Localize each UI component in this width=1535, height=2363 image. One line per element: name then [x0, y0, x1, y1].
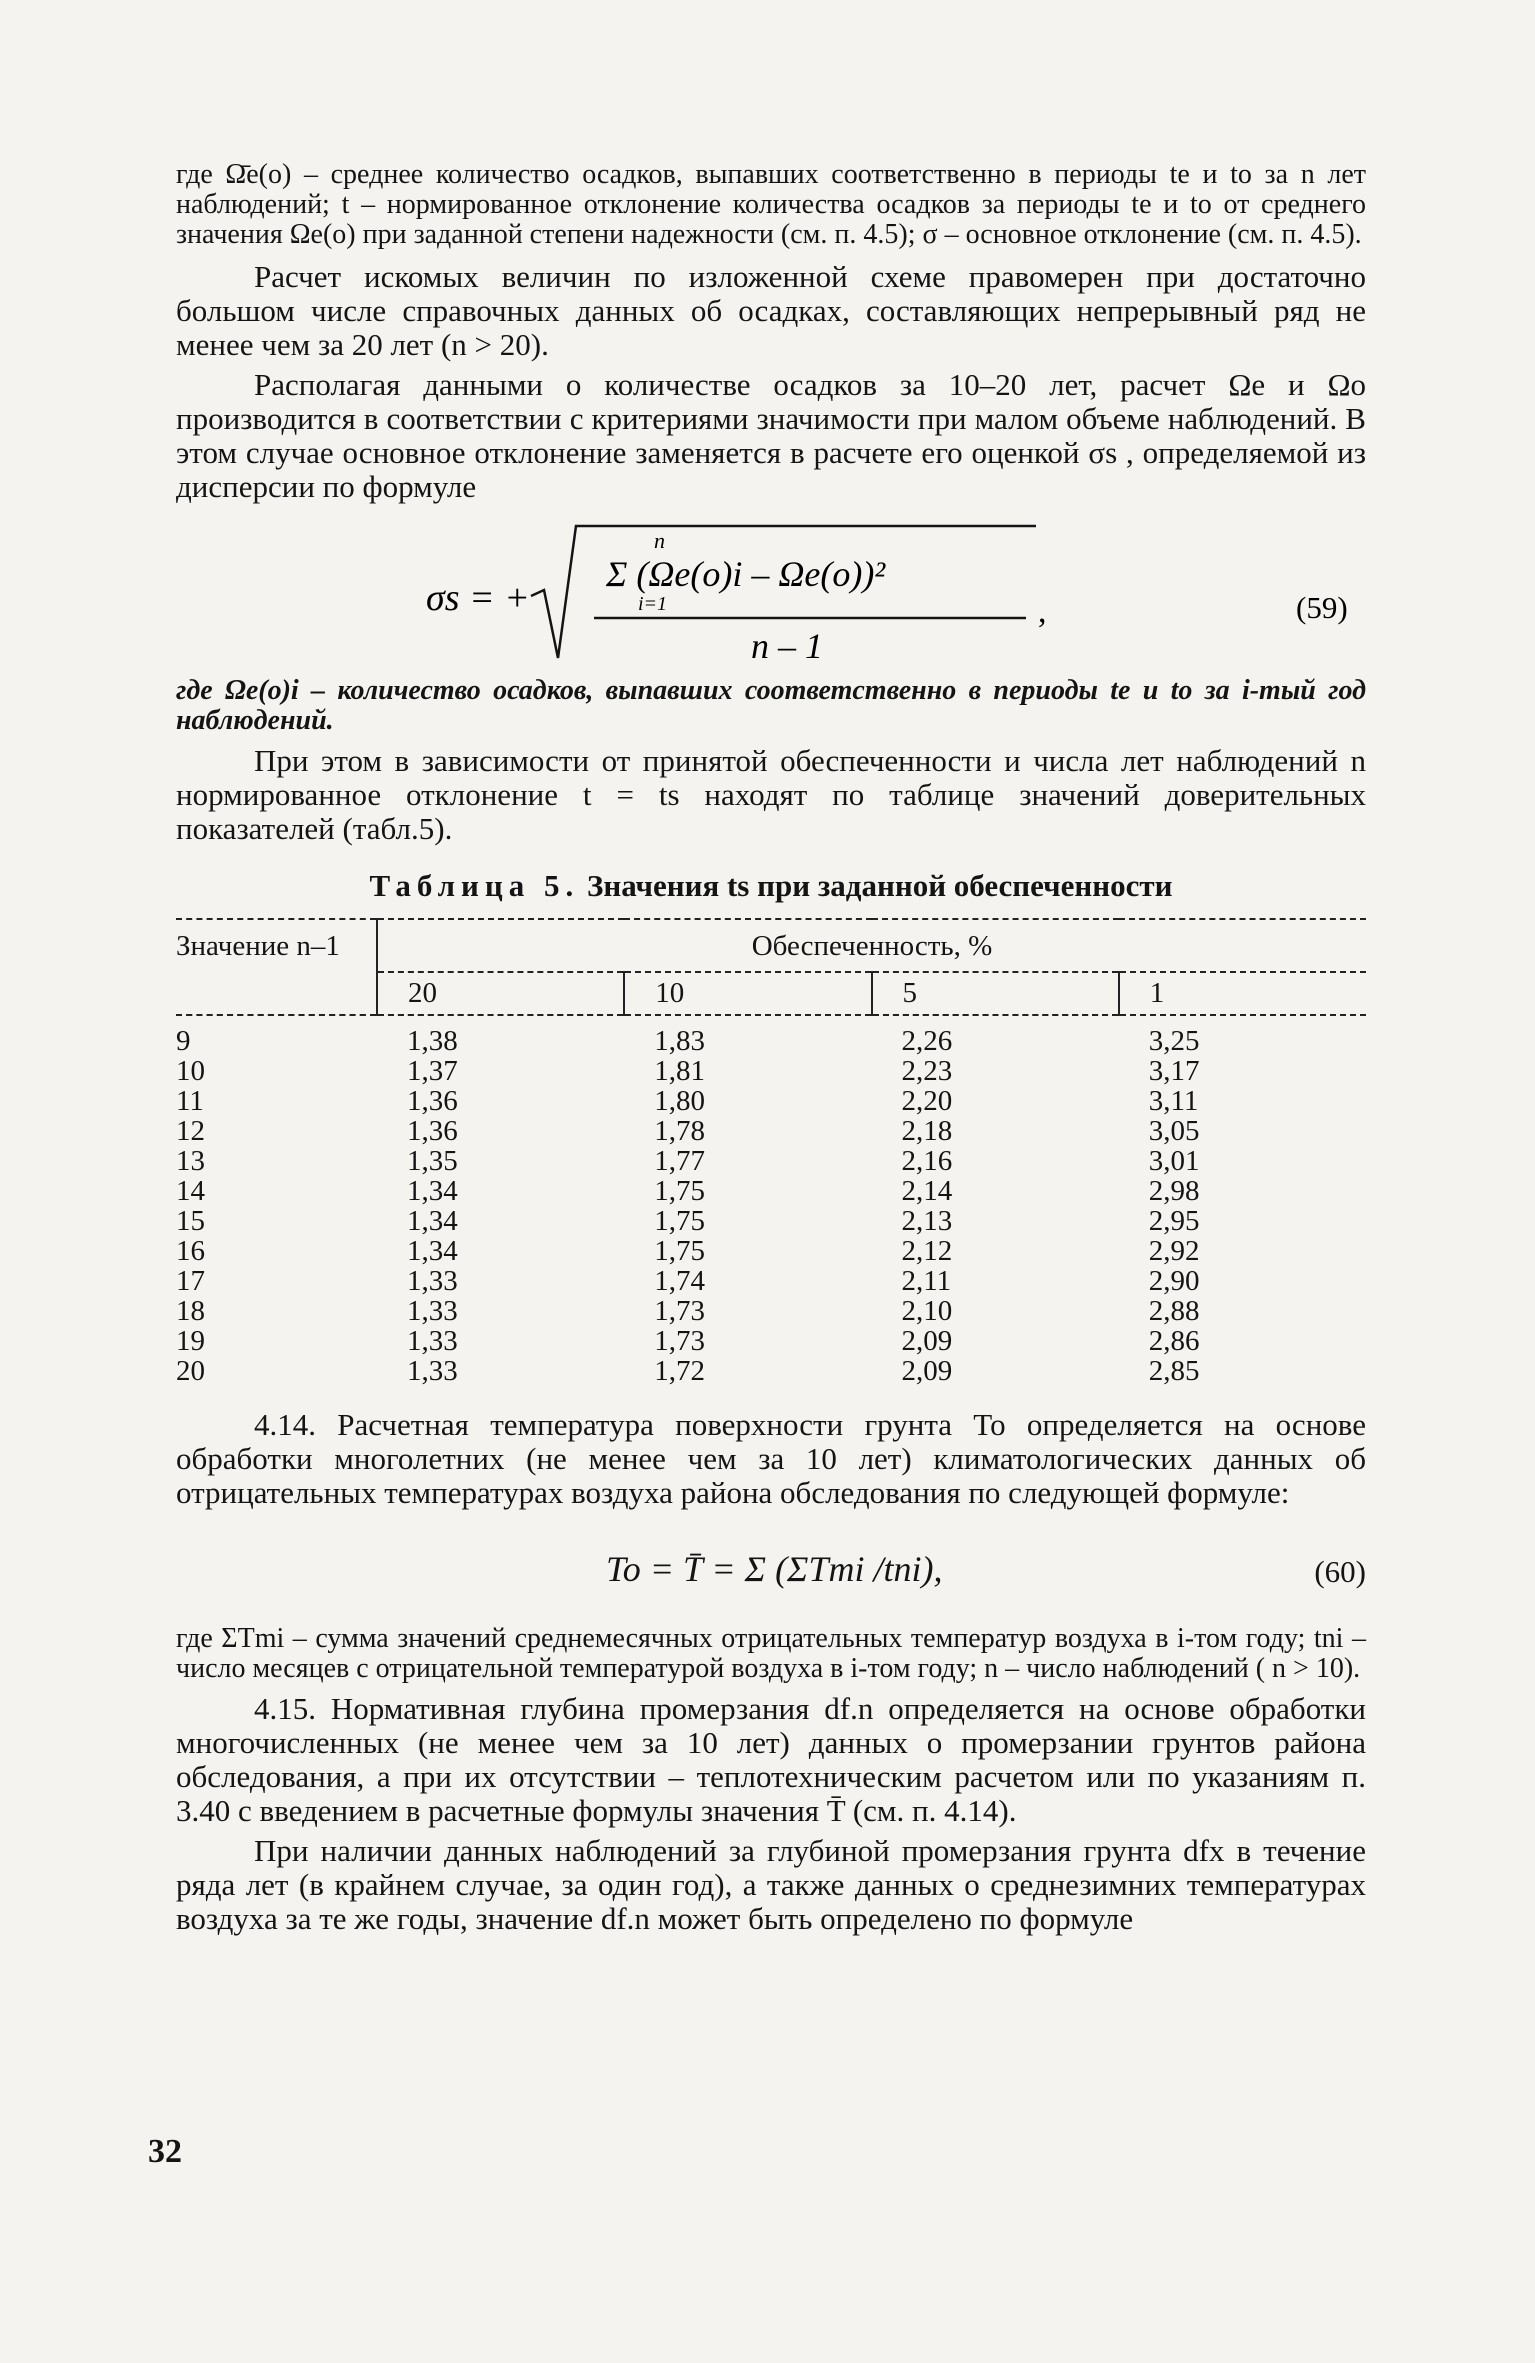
table-5: [176, 918, 1366, 1386]
table-row: [176, 1116, 1366, 1146]
table-row: [176, 1056, 1366, 1086]
row-label: 10: [176, 1055, 205, 1087]
table-caption-lead: Таблица 5.: [369, 868, 580, 903]
formula-59-numerator: Σ (Ωe(o)i – Ωe(o))²: [606, 554, 886, 594]
table-cell: 3,05: [1148, 1115, 1200, 1147]
table-row: [176, 1236, 1366, 1266]
formula-59: [176, 518, 1366, 668]
formula-60-number: (60): [1314, 1554, 1366, 1589]
table-row: [176, 1266, 1366, 1296]
paragraph-2: Располагая данными о количестве осадков за 10–20 лет, расчет Ωe и Ωo производится в соответствии с критериями значимости при малом объеме наблюдений. В этом случае основное отклонение заменяется в расчете его оценкой σs , определяемой из дисперсии по формуле: [176, 367, 1366, 504]
table-cell: 2,88: [1148, 1295, 1200, 1327]
table-cell: 2,85: [1148, 1355, 1200, 1387]
row-label: 9: [176, 1025, 191, 1057]
where-clause-3: где ΣTmi – сумма значений среднемесячных отрицательных температур воздуха в i-том году; tni – число месяцев с отрицательной температурой воздуха в i-том году; n – число наблюдений ( n > 10).: [176, 1623, 1366, 1684]
row-label: 12: [176, 1115, 205, 1147]
table-cell: 3,25: [1148, 1025, 1200, 1057]
table-row: [176, 1296, 1366, 1326]
page-body: [176, 160, 1366, 1936]
page-number: 32: [148, 2133, 182, 2170]
table-cell: 1,81: [654, 1055, 705, 1087]
table-cell: 1,72: [654, 1355, 705, 1387]
header-col-5: 5: [872, 972, 1119, 1015]
table-cell: 1,75: [654, 1205, 705, 1237]
table-cell: 1,73: [654, 1295, 705, 1327]
paragraph-3: При этом в зависимости от принятой обеспеченности и числа лет наблюдений n нормированное отклонение t = ts находят по таблице значений доверительных показателей (табл.5).: [176, 743, 1366, 846]
table-cell: 1,37: [407, 1055, 458, 1087]
table-row: [176, 1176, 1366, 1206]
table-cell: 1,78: [654, 1115, 705, 1147]
table-cell: 3,01: [1148, 1145, 1200, 1177]
table-row: [176, 1326, 1366, 1356]
formula-59-tail: ,: [1038, 593, 1047, 630]
formula-59-lhs: σs = +: [426, 577, 530, 619]
table-cell: 2,98: [1148, 1175, 1200, 1207]
table-caption-text: Значения ts при заданной обеспеченности: [587, 868, 1173, 903]
table-cell: 1,33: [407, 1295, 458, 1327]
table-cell: 1,33: [407, 1265, 458, 1297]
table-row: [176, 1356, 1366, 1386]
row-label: 14: [176, 1175, 205, 1207]
table-cell: 2,23: [901, 1055, 953, 1087]
sum-bottom: i=1: [638, 593, 668, 615]
table-cell: 1,75: [654, 1175, 705, 1207]
section-4-14: 4.14. Расчетная температура поверхности грунта To определяется на основе обработки многолетних (не менее чем за 10 лет) климатологических данных об отрицательных температурах воздуха района обследования по следующей формуле:: [176, 1407, 1366, 1510]
table-row: [176, 1146, 1366, 1176]
table-cell: 1,74: [654, 1265, 705, 1297]
section-4-15: 4.15. Нормативная глубина промерзания df.n определяется на основе обработки многочисленных (не менее чем за 10 лет) данных о промерзании грунтов района обследования, а при их отсутствии – теплотехническим расчетом или по указаниям п. 3.40 с введением в расчетные формулы значения T̄ (см. п. 4.14).: [176, 1691, 1366, 1828]
table-cell: 2,90: [1148, 1265, 1200, 1297]
formula-60-expr: To = T̄ = Σ (ΣTmi /tni),: [606, 1549, 943, 1589]
table-cell: 1,77: [654, 1145, 705, 1177]
table-cell: 2,26: [901, 1025, 953, 1057]
table-cell: 2,09: [901, 1325, 953, 1357]
table-cell: 1,73: [654, 1325, 705, 1357]
table-cell: 1,75: [654, 1235, 705, 1267]
row-label: 20: [176, 1355, 205, 1387]
table-cell: 1,33: [407, 1325, 458, 1357]
table-cell: 2,10: [901, 1295, 953, 1327]
row-label: 15: [176, 1205, 205, 1237]
table-cell: 1,38: [407, 1025, 458, 1057]
table-cell: 1,80: [654, 1085, 705, 1117]
row-label: 11: [176, 1085, 204, 1117]
table-caption: [176, 868, 1366, 904]
formula-59-graphic: [176, 518, 1366, 668]
table-cell: 1,36: [407, 1085, 458, 1117]
formula-59-denominator: n – 1: [751, 626, 823, 666]
table-cell: 1,36: [407, 1115, 458, 1147]
table-cell: 2,20: [901, 1085, 953, 1117]
sum-top: n: [654, 528, 665, 553]
table-cell: 1,83: [654, 1025, 705, 1057]
where-clause-2: где Ωe(o)i – количество осадков, выпавших соответственно в периоды te и to за i-тый год наблюдений.: [176, 675, 1366, 736]
table-cell: 2,13: [901, 1205, 953, 1237]
table-cell: 2,14: [901, 1175, 953, 1207]
header-group: Обеспеченность, %: [377, 919, 1366, 972]
table-cell: 2,18: [901, 1115, 953, 1147]
row-label: 17: [176, 1265, 205, 1297]
table-cell: 2,11: [901, 1265, 952, 1297]
table-row: [176, 1086, 1366, 1116]
formula-59-number: (59): [1296, 590, 1348, 625]
table-row: [176, 1015, 1366, 1056]
table-cell: 2,12: [901, 1235, 953, 1267]
table-cell: 2,16: [901, 1145, 953, 1177]
where-clause-1: где Ω̄e(o) – среднее количество осадков, выпавших соответственно в периоды te и to за n лет наблюдений; t – нормированное отклонение количества осадков за периоды te и to от среднего значения Ωe(o) при заданной степени надежности (см. п. 4.5); σ – основное отклонение (см. п. 4.5).: [176, 159, 1366, 250]
table-cell: 2,86: [1148, 1325, 1200, 1357]
row-label: 18: [176, 1295, 205, 1327]
table-cell: 1,33: [407, 1355, 458, 1387]
table-cell: 1,35: [407, 1145, 458, 1177]
header-n-minus-1: Значение n–1: [176, 930, 340, 962]
formula-60: [176, 1528, 1366, 1618]
table-cell: 3,17: [1148, 1055, 1200, 1087]
row-label: 13: [176, 1145, 205, 1177]
table-cell: 1,34: [407, 1235, 458, 1267]
header-col-1: 1: [1119, 972, 1366, 1015]
header-col-20: 20: [377, 972, 624, 1015]
table-row: [176, 1206, 1366, 1236]
table-cell: 3,11: [1148, 1085, 1199, 1117]
table-cell: 1,34: [407, 1205, 458, 1237]
table-cell: 1,34: [407, 1175, 458, 1207]
table-cell: 2,92: [1148, 1235, 1200, 1267]
row-label: 19: [176, 1325, 205, 1357]
table-5-body: [176, 1015, 1366, 1386]
table-cell: 2,09: [901, 1355, 953, 1387]
row-label: 16: [176, 1235, 205, 1267]
table-cell: 2,95: [1148, 1205, 1200, 1237]
header-col-10: 10: [624, 972, 871, 1015]
paragraph-1: Расчет искомых величин по изложенной схеме правомерен при достаточно большом числе справочных данных об осадках, составляющих непрерывный ряд не менее чем за 20 лет (n > 20).: [176, 259, 1366, 362]
paragraph-last: При наличии данных наблюдений за глубиной промерзания грунта dfx в течение ряда лет (в крайнем случае, за один год), а также данных о среднезимних температурах воздуха за те же годы, значение df.n может быть определено по формуле: [176, 1833, 1366, 1936]
